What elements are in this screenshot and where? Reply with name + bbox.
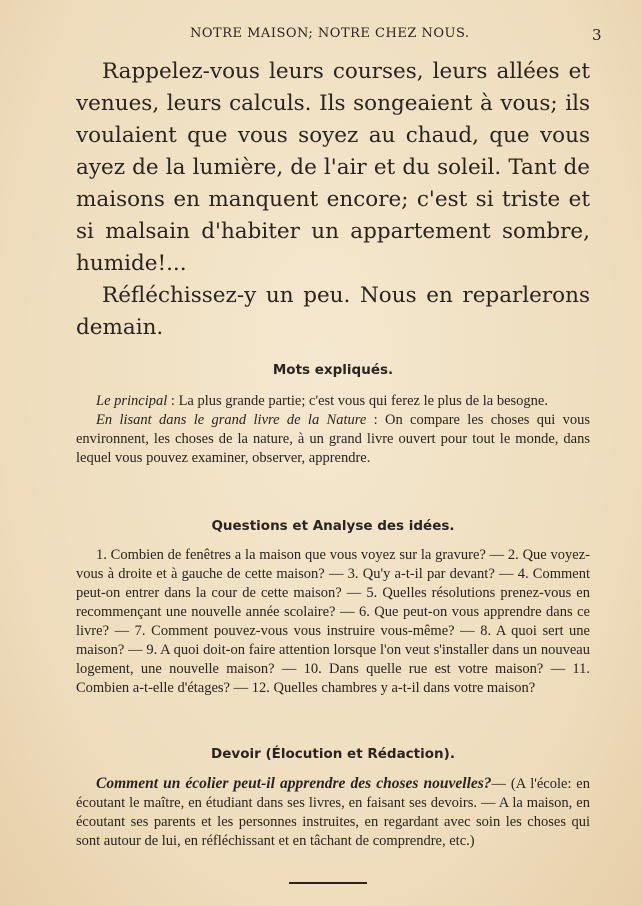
devoir-text <box>76 774 590 851</box>
mots-entry-2-text: : On compare les choses qui vous environnent, les choses de la nature, à un grand livre ouvert pour tout le monde, dans lequel vous pouvez examiner, observer, apprendre. <box>76 412 590 466</box>
running-title: NOTRE MAISON; NOTRE CHEZ NOUS. <box>190 26 470 41</box>
mots-entry-1-text: : La plus grande partie; c'est vous qui ferez le plus de la besogne. <box>167 393 548 409</box>
mots-entry-2-term: En lisant dans le grand livre de la Nature <box>96 412 367 428</box>
devoir-section <box>76 774 590 851</box>
devoir-title: Devoir (Élocution et Rédaction). <box>211 746 455 762</box>
devoir-answer: — (A l'école: en écoutant le maître, en étudiant dans ses livres, en faisant ses devoirs. — A la maison, en écoutant ses parents et les personnes instruites, en regardant avec soin les choses qui sont autour de lui, en réfléchissant et en tâchant de comprendre, etc.) <box>76 776 590 849</box>
questions-text: 1. Combien de fenêtres a la maison que vous voyez sur la gravure? — 2. Que voyez-vous à droite et à gauche de cette maison? — 3. Qu'y a-t-il par devant? — 4. Comment peut-on entrer dans la cour de cette maison? — 5. Quelles résolutions prenez-vous en recommençant une nouvelle année scolaire? — 6. Que peut-on vous apprendre dans ce livre? — 7. Comment pouvez-vous vous instruire vous-même? — 8. A quoi sert une maison? — 9. A quoi doit-on faire attention lorsque l'on veut s'installer dans un nouveau logement, une nouvelle maison? — 10. Dans quelle rue est votre maison? — 11. Combien a-t-elle d'étages? — 12. Quelles chambres y a-t-il dans votre maison? <box>76 547 590 696</box>
questions-title: Questions et Analyse des idées. <box>211 518 455 534</box>
mots-expliques-section <box>76 392 590 468</box>
mots-entry-1-term: Le principal <box>96 393 168 409</box>
mots-entry-2 <box>76 411 590 468</box>
mots-entry-1 <box>76 392 590 411</box>
paragraph-2: Réfléchissez-y un peu. Nous en reparlerons demain. <box>76 283 590 340</box>
page-number: 3 <box>591 26 602 44</box>
main-text <box>76 56 590 344</box>
questions-section <box>76 546 590 698</box>
devoir-question: Comment un écolier peut-il apprendre des choses nouvelles? <box>96 775 492 792</box>
mots-expliques-title: Mots expliqués. <box>272 362 394 378</box>
paragraph-1: Rappelez-vous leurs courses, leurs allées et venues, leurs calculs. Ils songeaient à vous; ils voulaient que vous soyez au chaud, que vous ayez de la lumière, de l'air et du soleil. Tant de maisons en manquent encore; c'est si triste et si malsain d'habiter un appartement sombre, humide!... <box>76 59 590 276</box>
closing-rule <box>289 882 367 884</box>
